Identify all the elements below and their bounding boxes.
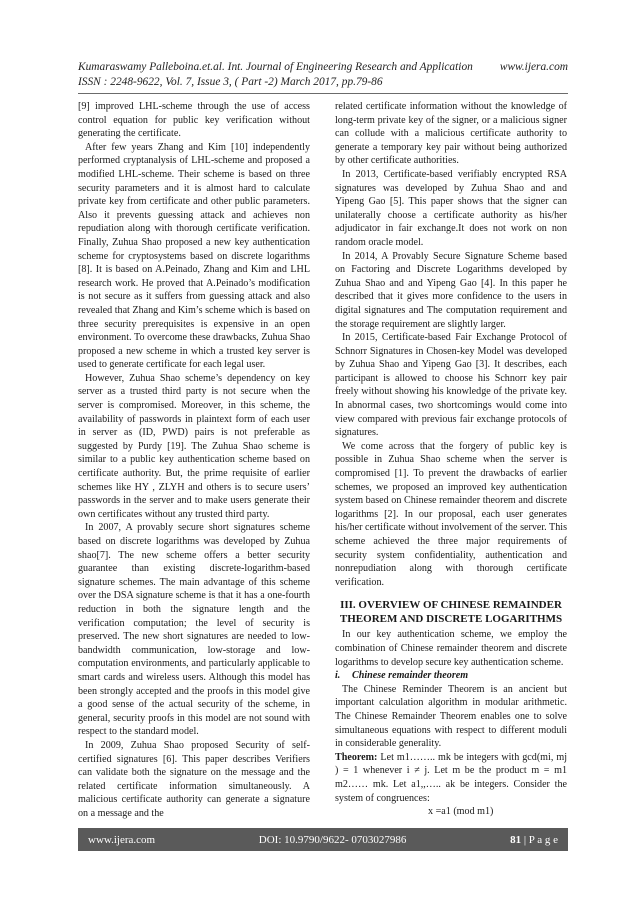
paragraph: In 2007, A provably secure short signatures scheme based on discrete logarithms was developed by Zuhua shao[7]. The new scheme offers a better security guarantee than existing discrete-logarithm-based signature schemes. The main advantage of this scheme over the DSA signature scheme is that it has a one-fourth reduction in both the signature length and the verification computation; the level of security is preserved. The new short signatures are needed to low-bandwidth communication, low-storage and low-computation environments, and particularly applicable to smart cards and wireless users. Although this model has been strongly accepted and the proofs in this model give a good sense of the actual security of the scheme, in general, security proofs in this model are not sound with respect to the standard model. [78,522,310,738]
theorem-statement [335,751,567,805]
journal-citation: Kumaraswamy Palleboina.et.al. Int. Journal of Engineering Research and Application [78,61,473,73]
page-indicator [510,834,558,846]
paragraph: The Chinese Reminder Theorem is an ancient but important calculation algorithm in modular arithmetic. The Chinese Remainder Theorem enables one to solve simultaneous equations with respect to different moduli in considerable generality. [335,683,567,750]
paragraph: In our key authentication scheme, we employ the combination of Chinese remainder theorem and discrete logarithms to develop secure key authentication scheme. [335,629,567,668]
section-heading: III. OVERVIEW OF CHINESE REMAINDER THEOREM AND DISCRETE LOGARITHMS [339,599,563,626]
paragraph: We come across that the forgery of public key is possible in Zuhua Shao scheme when the server is compromised [1]. To prevent the drawbacks of earlier schemes, we proposed an improved key authentication system based on Chinese remainder theorem and discrete logarithms [2]. In our proposal, each user generates his/her certificate without involvement of the server. This scheme achieved the three major requirements of security system confidentiality, authentication and nonrepudiation along with thorough certificate verification. [335,440,567,588]
header-website-link[interactable]: www.ijera.com [499,61,568,73]
congruence-equation: x =a1 (mod m1) [428,806,494,818]
paragraph: In 2009, Zuhua Shao proposed Security of self-certified signatures [6]. This paper describes Verifiers can validate both the signature on the message and the related certificate information simultaneously. A malicious certificate authority can generate a signature on a message and the [78,739,310,819]
paragraph: However, Zuhua Shao scheme’s dependency on key server as a trusted third party is not secure when the server is compromised. Moreover, in this scheme, the availability of passwords in plaintext form of each user in server as (ID, PWD) pairs is not preferable as suggested by Purdy [19]. The Zuhua Shao scheme is similar to a public key authentication scheme based on certificate authority. But, the prime requisite of earlier schemes like HY , ZLYH and others is to secure users’ passwords in the server and to make users generate their own certificates without any trusted third party. [78,372,310,520]
running-header [78,60,568,90]
issn-line: ISSN : 2248-9622, Vol. 7, Issue 3, ( Part -2) March 2017, pp.79-86 [78,76,383,88]
header-divider [78,93,568,94]
theorem-label: Theorem: [335,751,378,763]
footer-bar [78,828,568,851]
theorem-text: Let m1…….. mk be integers with gcd(mi, mj ) = 1 whenever i ≠ j. Let m be the product m = m1 m2…… mk. Let a1,,….. ak be integers. Consider the system of congruences: [335,751,568,804]
subsection-title: Chinese remainder theorem [352,670,469,682]
left-column [78,100,310,820]
paragraph: In 2015, Certificate-based Fair Exchange Protocol of Schnorr Signatures in Chosen-key Model was developed by Zuhua Shao and Yipeng Gao [3]. It describes, each participant is allowed to choose his Schnorr key pair freely without showing his knowledge of the private key. In abnormal cases, two shortcomings would come into view compared with previous fair exchange protocols of signatures. [335,332,567,439]
page-number: 81 [510,833,522,846]
page-word: | P a g e [521,833,558,846]
subsection-heading [335,669,567,683]
paragraph: [9] improved LHL-scheme through the use of access control equation for public key verification without generating the certificate. [78,101,310,140]
right-column [335,100,567,819]
paragraph: In 2014, A Provably Secure Signature Scheme based on Factoring and Discrete Logarithms developed by Zuhua Shao and and Yipeng Gao [4]. In this paper he described that it gives more confidence to the users in digital signatures and The computation requirement and the storage requirement are slightly larger. [335,250,567,330]
footer-website-link[interactable]: www.ijera.com [88,833,156,846]
paragraph: After few years Zhang and Kim [10] independently performed cryptanalysis of LHL-scheme and proposed a modified LHL-scheme. Their scheme is based on three security parameters and it is almost hard to calculate private key from certificate and other public parameters. Also it prevents guessing attack and achieves non repudiation along with thorough certificate verification. Finally, Zuhua Shao proposed a new key authentication scheme for cryptosystems based on discrete logarithms [8]. It is based on A.Peinado, Zhang and Kim and LHL research work. He proved that A.Peinado’s modification is not secure as it suffers from guessing attack and also revealed that Zhang and Kim’s scheme which is based on three security prerequisites is expensive in an open environment. To overcome these drawbacks, Zuhua Shao proposed a new scheme in which a trusted key server is used to generate certificate for each legal user. [78,141,310,371]
paragraph: In 2013, Certificate-based verifiably encrypted RSA signatures was developed by Zuhua Shao and and Yipeng Gao [5]. This paper shows that the signer can unilaterally choose a certificate authority as his/her adjudicator in fair exchange.It does not work on non random oracle model. [335,168,567,248]
paragraph: related certificate information without the knowledge of long-term private key of the signer, or a malicious signer can collude with a malicious certificate authority to generate a temporary key pair without being authorized by other certificate authorities. [335,101,567,167]
subsection-number: i. [335,670,341,682]
doi-link[interactable]: DOI: 10.9790/9622- 0703027986 [258,833,407,846]
